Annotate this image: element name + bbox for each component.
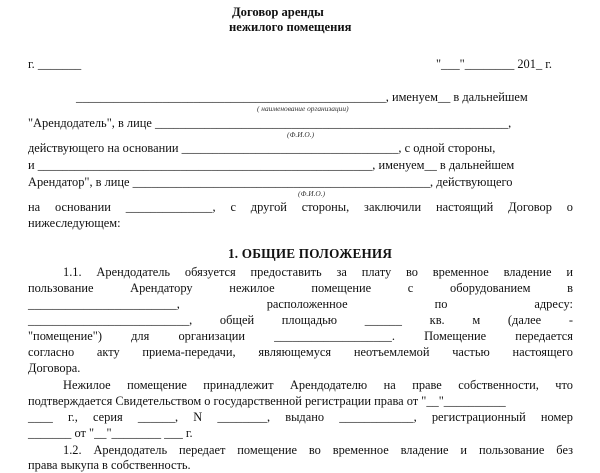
- section-1-title: 1. ОБЩИЕ ПОЛОЖЕНИЯ: [228, 246, 393, 261]
- document-title-line1: Договор аренды: [232, 5, 324, 19]
- ownership-line3: ____ г., серия ______, N ________, выдано ____________, регистрационный номер: [28, 410, 573, 424]
- tenant-line: Арендатор", в лице ________________________________________________, действующего: [28, 175, 513, 189]
- clause-1-1-line7: Договора.: [28, 361, 81, 375]
- party2-line: и ______________________________________________________, именуем__ в дальнейшем: [28, 158, 515, 172]
- date-field: "___"________ 201_ г.: [436, 57, 553, 71]
- ownership-line2: подтверждается Свидетельством о государственной регистрации права от "__"__________: [28, 394, 506, 408]
- landlord-line: "Арендодатель", в лице _________________________________________________________,: [28, 116, 512, 130]
- clause-1-2-line1: 1.2. Арендодатель передает помещение во временное владение и пользование без: [63, 443, 573, 457]
- clause-1-1-line3: ________________________, расположенное по адресу:: [28, 297, 573, 311]
- clause-1-1-line6: согласно акту приема-передачи, являющемуся неотъемлемой частью настоящего: [28, 345, 573, 359]
- basis1-line: действующего на основании ___________________________________, с одной стороны,: [28, 141, 496, 155]
- ownership-line1: Нежилое помещение принадлежит Арендодателю на праве собственности, что: [63, 378, 573, 392]
- document-title-line2: нежилого помещения: [229, 20, 352, 34]
- clause-1-1-line1: 1.1. Арендодатель обязуется предоставить за плату во временное владение и: [63, 265, 573, 279]
- clause-1-1-line4: __________________________, общей площадью ______ кв. м (далее -: [28, 313, 573, 327]
- clause-1-2-line2: права выкупа в собственность.: [28, 458, 191, 472]
- basis2-continuation: нижеследующем:: [28, 216, 121, 230]
- tenant-fio-hint: (Ф.И.О.): [298, 189, 326, 198]
- party1-line: __________________________________________________, именуем__ в дальнейшем: [76, 90, 528, 104]
- organization-name-hint: ( наименование организации): [257, 104, 349, 113]
- basis2-line: на основании ______________, с другой стороны, заключили настоящий Договор о: [28, 200, 573, 214]
- clause-1-1-line5: "помещение") для организации ___________________. Помещение передается: [28, 329, 573, 343]
- clause-1-1-line2: пользование Арендатору нежилое помещение с оборудованием в: [28, 281, 573, 295]
- ownership-line4: _______ от "__"________ ___ г.: [28, 426, 193, 440]
- landlord-fio-hint: (Ф.И.О.): [287, 130, 315, 139]
- place-field: г. _______: [28, 57, 82, 71]
